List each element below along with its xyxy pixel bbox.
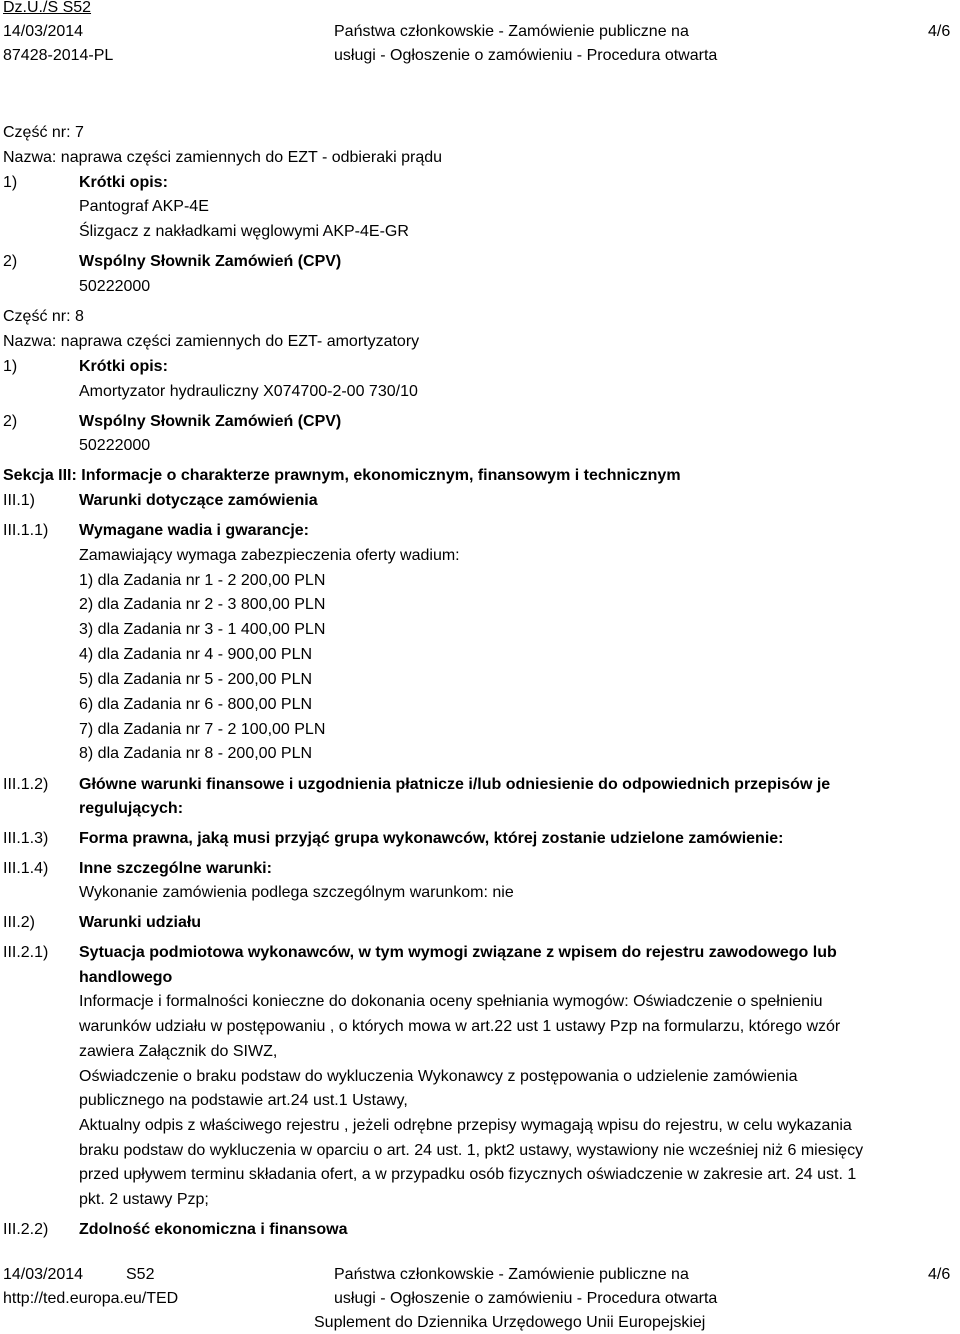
condition-line: Informacje i formalności konieczne do dokonania oceny spełniania wymogów: Oświadczenie o spełnieniu <box>79 993 823 1010</box>
deposit-line: 1) dla Zadania nr 1 - 2 200,00 PLN <box>79 572 326 589</box>
condition-line: publicznego na podstawie art.24 ust.1 Ustawy, <box>79 1092 408 1109</box>
part-8-desc-line: Amortyzator hydrauliczny X074700-2-00 730/10 <box>79 383 418 400</box>
header-date: 14/03/2014 <box>3 23 84 40</box>
condition-line: warunków udziału w postępowaniu , o których mowa w art.22 ust 1 ustawy Pzp na formularzu, którego wzór <box>79 1018 841 1035</box>
footer-title-line3: Suplement do Dziennika Urzędowego Unii Europejskiej <box>314 1314 706 1331</box>
part-8-desc-label: Krótki opis: <box>79 358 168 375</box>
deposit-line: 7) dla Zadania nr 7 - 2 100,00 PLN <box>79 721 326 738</box>
condition-line: przed upływem terminu składania ofert, a w przypadku osób fizycznych oświadczenie w zakresie art. 24 ust. 1 <box>79 1166 857 1183</box>
deposit-line: 6) dla Zadania nr 6 - 800,00 PLN <box>79 696 313 713</box>
footer-title-line1: Państwa członkowskie - Zamówienie publiczne na <box>334 1266 689 1283</box>
footer-title-line2: usługi - Ogłoszenie o zamówieniu - Procedura otwarta <box>334 1290 718 1307</box>
part-8-cpv-label: Wspólny Słownik Zamówień (CPV) <box>79 413 342 430</box>
iii-1-2-num: III.1.2) <box>3 776 49 793</box>
part-7-desc-line: Pantograf AKP-4E <box>79 198 209 215</box>
iii-2-1-label: Sytuacja podmiotowa wykonawców, w tym wymogi związane z wpisem do rejestru zawodowego lub <box>79 944 837 961</box>
part-7-number: Część nr: 7 <box>3 124 84 141</box>
header-page: 4/6 <box>928 23 951 40</box>
section-title: Sekcja III: Informacje o charakterze prawnym, ekonomicznym, finansowym i technicznym <box>3 467 681 484</box>
footer-page: 4/6 <box>928 1266 951 1283</box>
deposit-line: 8) dla Zadania nr 8 - 200,00 PLN <box>79 745 313 762</box>
part-7-desc-label: Krótki opis: <box>79 174 168 191</box>
header-doc-id: 87428-2014-PL <box>3 47 114 64</box>
footer-issue: S52 <box>126 1266 155 1283</box>
condition-line: braku podstaw do wykluczenia w oparciu o art. 24 ust. 1, pkt2 ustawy, wystawiony nie wcześniej niż 6 miesięcy <box>79 1142 864 1159</box>
part-7-name: Nazwa: naprawa części zamiennych do EZT - odbieraki prądu <box>3 149 443 166</box>
iii-1-label: Warunki dotyczące zamówienia <box>79 492 318 509</box>
part-8-cpv-num: 2) <box>3 413 18 430</box>
condition-line: Aktualny odpis z właściwego rejestru , jeżeli odrębne przepisy wymagają wpisu do rejestru, w celu wykazania <box>79 1117 852 1134</box>
journal-ref: Dz.U./S S52 <box>3 0 92 16</box>
iii-2-2-num: III.2.2) <box>3 1221 49 1238</box>
iii-2-1-num: III.2.1) <box>3 944 49 961</box>
part-7-desc-num: 1) <box>3 174 18 191</box>
condition-line: zawiera Załącznik do SIWZ, <box>79 1043 278 1060</box>
deposit-line: 5) dla Zadania nr 5 - 200,00 PLN <box>79 671 313 688</box>
deposit-line: Zamawiający wymaga zabezpieczenia oferty wadium: <box>79 547 460 564</box>
part-8-name: Nazwa: naprawa części zamiennych do EZT- amortyzatory <box>3 333 420 350</box>
header-title-line1: Państwa członkowskie - Zamówienie publiczne na <box>334 23 689 40</box>
footer-date: 14/03/2014 <box>3 1266 84 1283</box>
part-8-desc-num: 1) <box>3 358 18 375</box>
iii-1-4-label: Inne szczególne warunki: <box>79 860 272 877</box>
deposit-line: 3) dla Zadania nr 3 - 1 400,00 PLN <box>79 621 326 638</box>
part-7-desc-line: Ślizgacz z nakładkami węglowymi AKP-4E-GR <box>79 223 409 240</box>
part-7-cpv-num: 2) <box>3 253 18 270</box>
iii-1-2-label: Główne warunki finansowe i uzgodnienia płatnicze i/lub odniesienie do odpowiednich przepisów je <box>79 776 831 793</box>
part-7-cpv-label: Wspólny Słownik Zamówień (CPV) <box>79 253 342 270</box>
deposit-line: 4) dla Zadania nr 4 - 900,00 PLN <box>79 646 313 663</box>
iii-1-4-num: III.1.4) <box>3 860 49 877</box>
iii-1-3-label: Forma prawna, jaką musi przyjąć grupa wykonawców, której zostanie udzielone zamówienie: <box>79 830 784 847</box>
deposit-line: 2) dla Zadania nr 2 - 3 800,00 PLN <box>79 596 326 613</box>
iii-1-4-text: Wykonanie zamówienia podlega szczególnym warunkom: nie <box>79 884 514 901</box>
iii-2-2-label: Zdolność ekonomiczna i finansowa <box>79 1221 348 1238</box>
part-8-cpv-code: 50222000 <box>79 437 151 454</box>
iii-2-1-label-cont: handlowego <box>79 969 173 986</box>
iii-1-1-label: Wymagane wadia i gwarancje: <box>79 522 310 539</box>
iii-1-1-num: III.1.1) <box>3 522 49 539</box>
iii-2-num: III.2) <box>3 914 36 931</box>
iii-1-3-num: III.1.3) <box>3 830 49 847</box>
iii-2-label: Warunki udziału <box>79 914 202 931</box>
condition-line: Oświadczenie o braku podstaw do wykluczenia Wykonawcy z postępowania o udzielenie zamówienia <box>79 1068 798 1085</box>
part-8-number: Część nr: 8 <box>3 308 84 325</box>
iii-1-2-label-cont: regulujących: <box>79 800 184 817</box>
condition-line: pkt. 2 ustawy Pzp; <box>79 1191 209 1208</box>
part-7-cpv-code: 50222000 <box>79 278 151 295</box>
footer-url[interactable]: http://ted.europa.eu/TED <box>3 1290 179 1307</box>
iii-1-num: III.1) <box>3 492 36 509</box>
header-title-line2: usługi - Ogłoszenie o zamówieniu - Procedura otwarta <box>334 47 718 64</box>
